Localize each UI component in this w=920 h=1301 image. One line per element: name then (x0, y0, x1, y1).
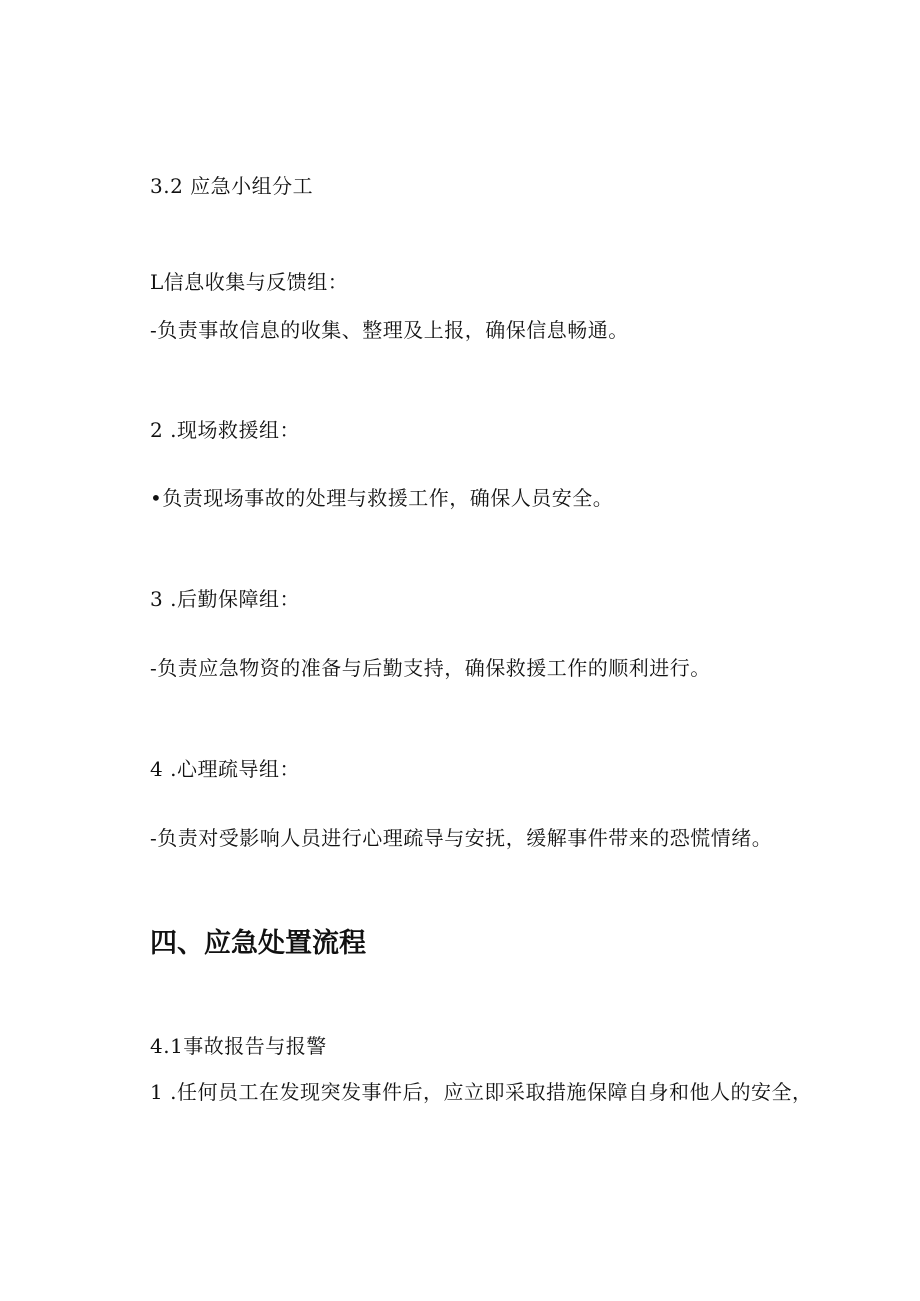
group-title: 2 .现场救援组： (150, 418, 300, 442)
section-heading: 3.2 应急小组分工 (150, 174, 314, 198)
group-description: -负责应急物资的准备与后勤支持，确保救援工作的顺利进行。 (150, 656, 711, 680)
subsection-heading: 4.1事故报告与报警 (150, 1034, 327, 1058)
chapter-heading: 四、应急处置流程 (150, 928, 366, 959)
group-title: 4 .心理疏导组： (150, 757, 300, 781)
group-description: -负责对受影响人员进行心理疏导与安抚，缓解事件带来的恐慌情绪。 (150, 826, 773, 850)
group-title: 3 .后勤保障组： (150, 587, 300, 611)
group-description: -负责事故信息的收集、整理及上报，确保信息畅通。 (150, 318, 629, 342)
group-title: L信息收集与反馈组： (150, 270, 349, 294)
group-description: •负责现场事故的处理与救援工作，确保人员安全。 (150, 486, 614, 510)
numbered-item: 1 .任何员工在发现突发事件后，应立即采取措施保障自身和他人的安全， (150, 1080, 813, 1104)
